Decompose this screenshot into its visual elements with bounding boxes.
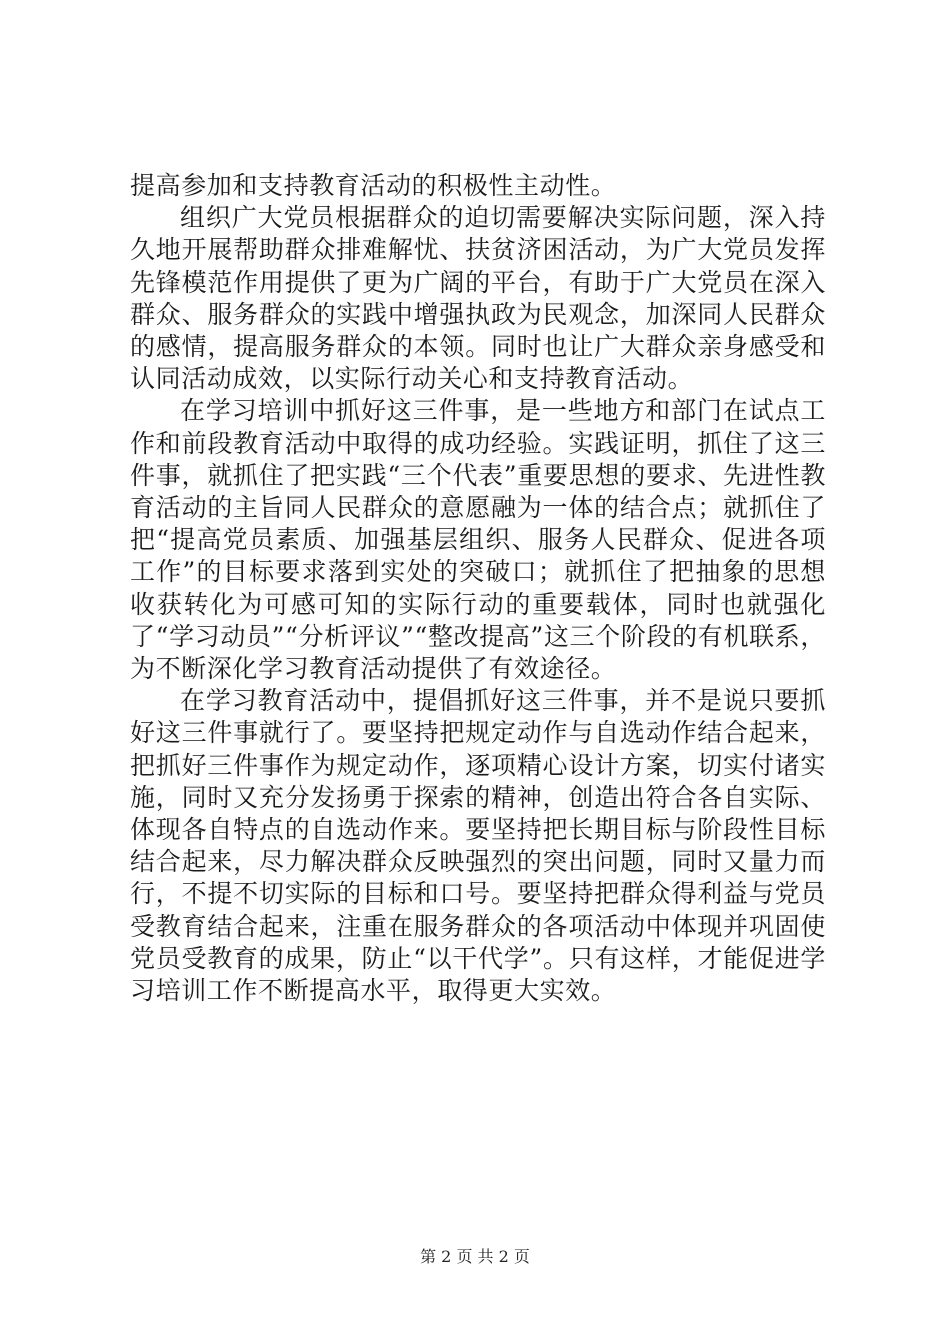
page-number-footer: 第 2 页 共 2 页 xyxy=(420,1247,530,1266)
paragraph-continuation: 提高参加和支持教育活动的积极性主动性。 xyxy=(130,171,617,200)
paragraph: 在学习培训中抓好这三件事，是一些地方和部门在试点工作和前段教育活动中取得的成功经验。实践证明，抓住了这三件事，就抓住了把实践“三个代表”重要思想的要求、先进性教育活动的主旨同人民群众的意愿融为一体的结合点；就抓住了把“提高党员素质、加强基层组织、服务人民群众、促进各项工作”的目标要求落到实处的突破口；就抓住了把抽象的思想收获转化为可感可知的实际行动的重要载体，同时也就强化了“学习动员”“分析评议”“整改提高”这三个阶段的有机联系，为不断深化学习教育活动提供了有效途径。 xyxy=(130,396,826,684)
paragraph: 在学习教育活动中，提倡抓好这三件事，并不是说只要抓好这三件事就行了。要坚持把规定动作与自选动作结合起来，把抓好三件事作为规定动作，逐项精心设计方案，切实付诸实施，同时又充分发扬勇于探索的精神，创造出符合各自实际、体现各自特点的自选动作来。要坚持把长期目标与阶段性目标结合起来，尽力解决群众反映强烈的突出问题，同时又量力而行，不提不切实际的目标和口号。要坚持把群众得利益与党员受教育结合起来，注重在服务群众的各项活动中体现并巩固使党员受教育的成果，防止“以干代学”。只有这样，才能促进学习培训工作不断提高水平，取得更大实效。 xyxy=(130,686,826,1006)
document-body xyxy=(130,170,826,1007)
paragraph: 组织广大党员根据群众的迫切需要解决实际问题，深入持久地开展帮助群众排难解忧、扶贫济困活动，为广大党员发挥先锋模范作用提供了更为广阔的平台，有助于广大党员在深入群众、服务群众的实践中增强执政为民观念，加深同人民群众的感情，提高服务群众的本领。同时也让广大群众亲身感受和认同活动成效，以实际行动关心和支持教育活动。 xyxy=(130,203,826,394)
